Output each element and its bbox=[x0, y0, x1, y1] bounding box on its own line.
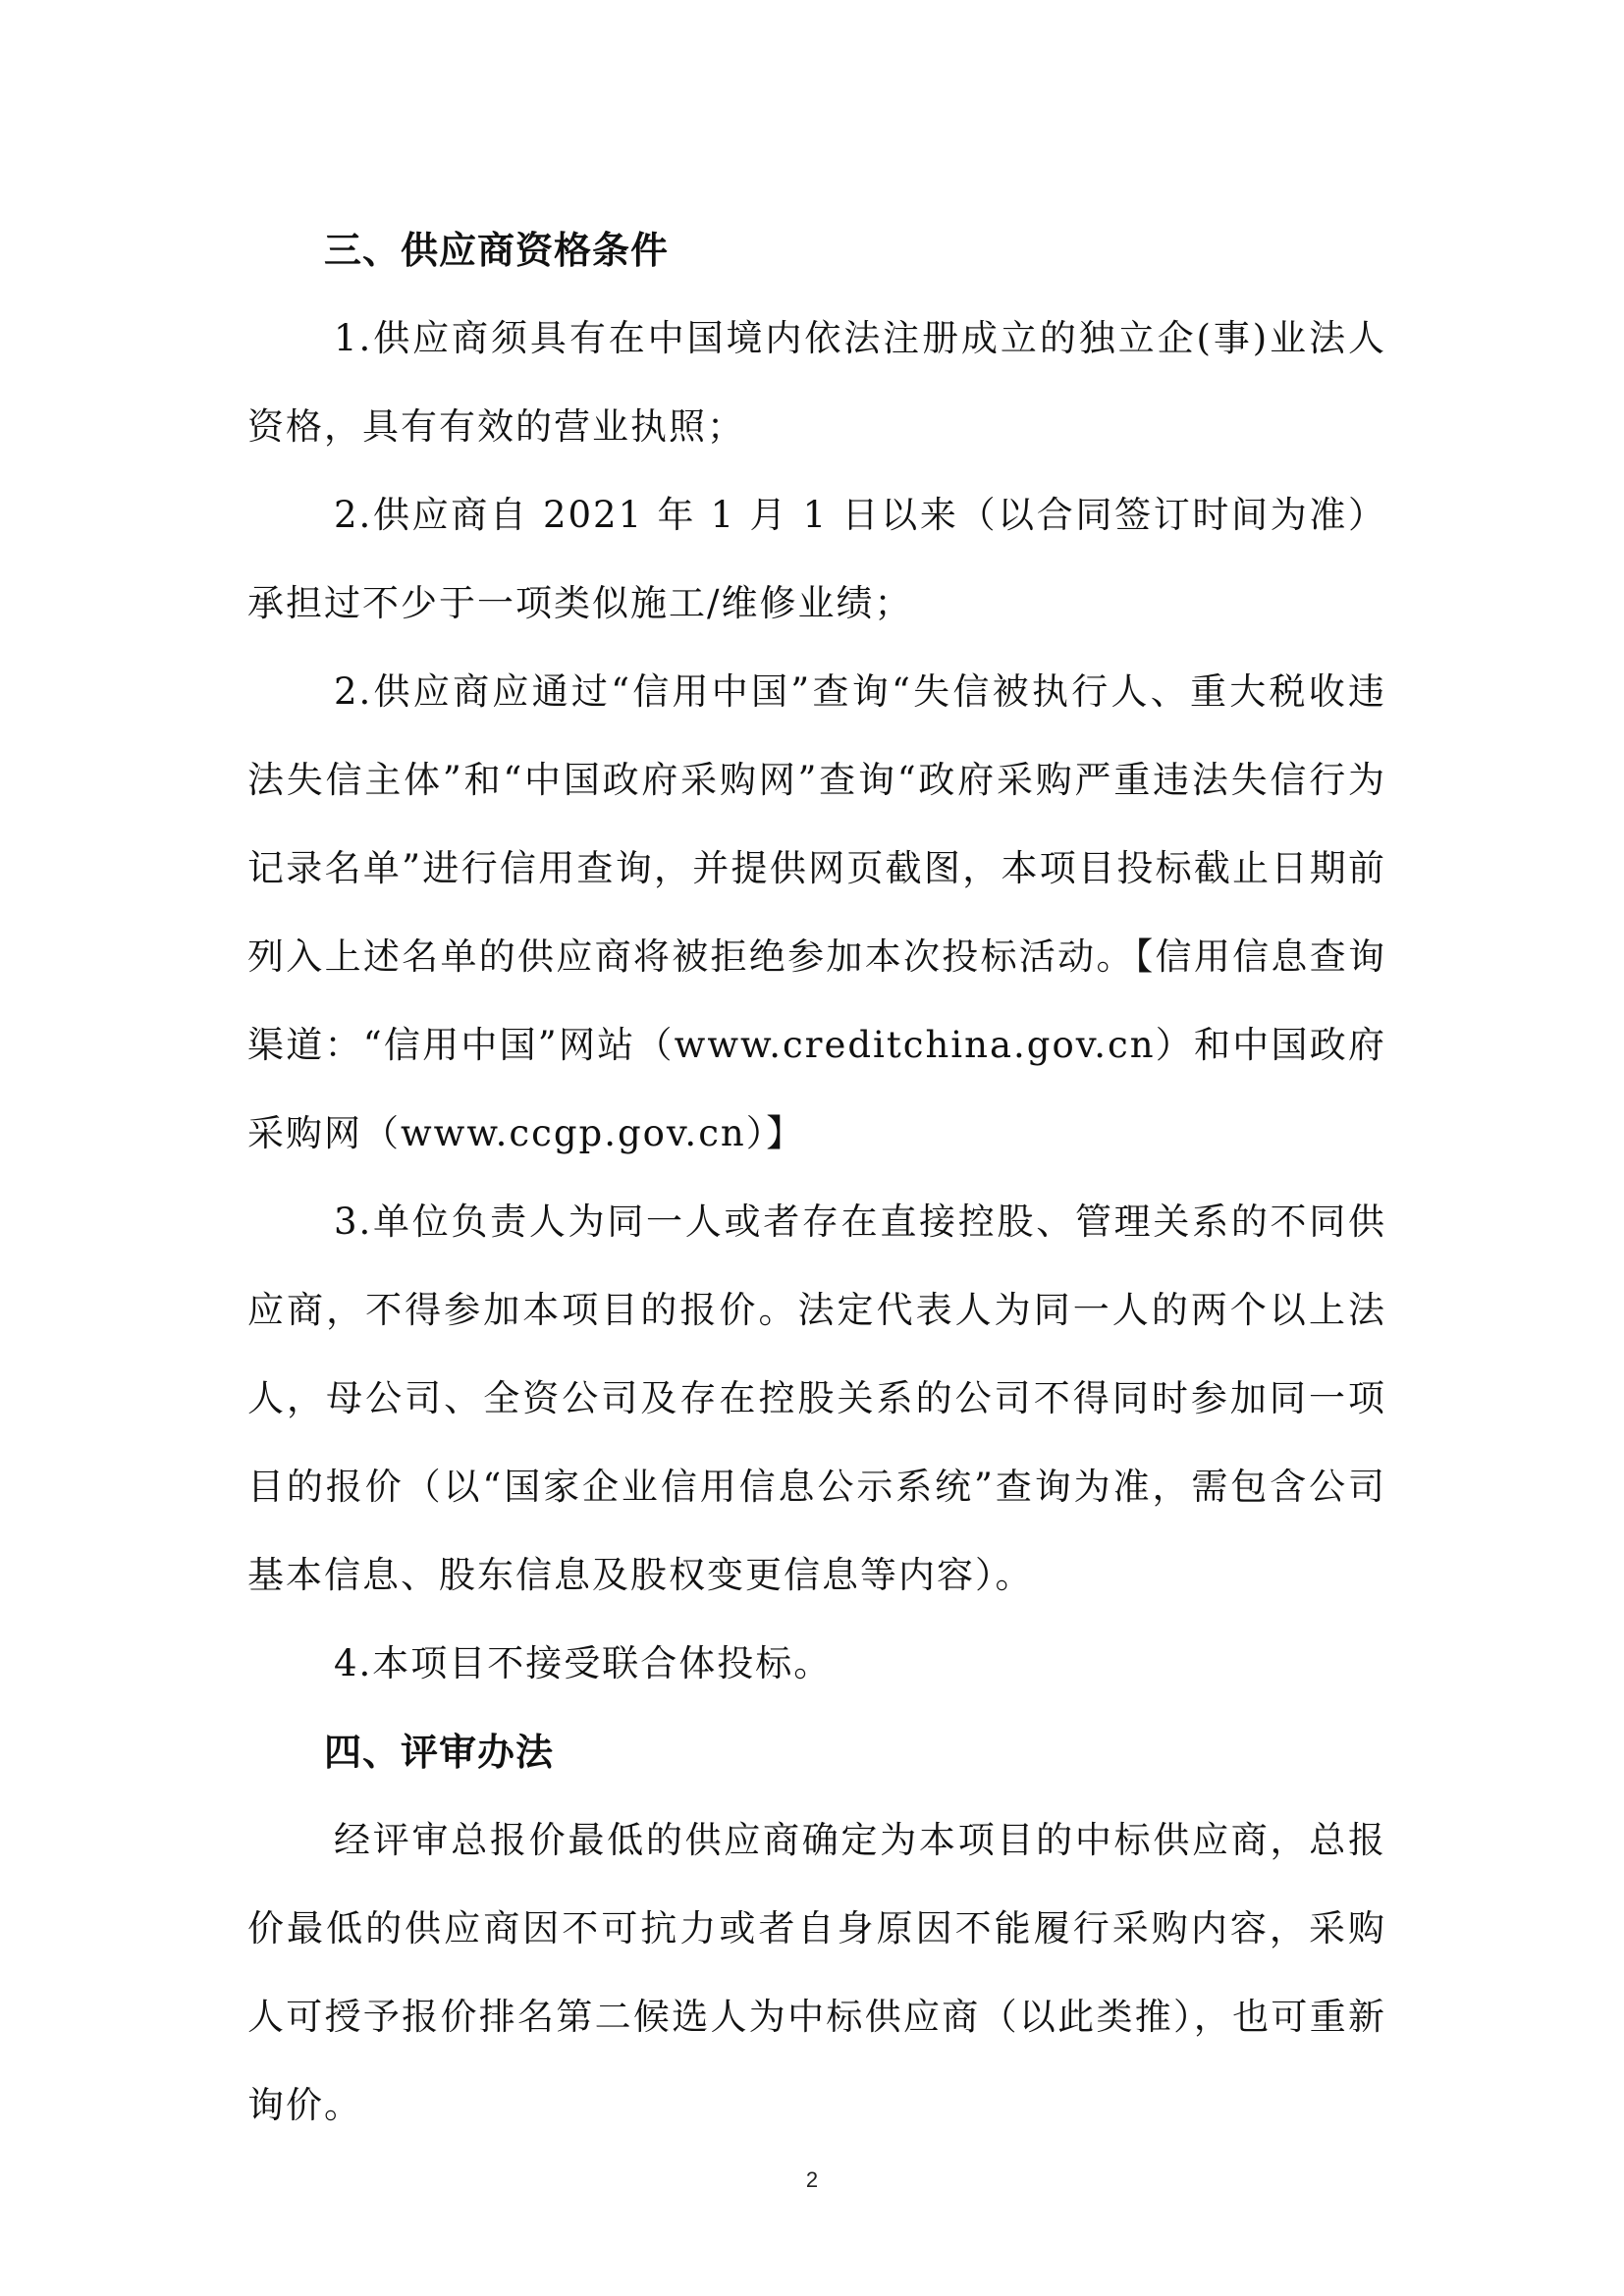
qualification-item-1: 1.供应商须具有在中国境内依法注册成立的独立企(事)业法人资格，具有有效的营业执照； bbox=[247, 317, 1386, 448]
qualification-item-3: 3.单位负责人为同一人或者存在直接控股、管理关系的不同供应商，不得参加本项目的报价。法定代表人为同一人的两个以上法人，母公司、全资公司及存在控股关系的公司不得同时参加同一项目的报价（以“国家企业信用信息公示系统”查询为准，需包含公司基本信息、股东信息及股权变更信息等内容）。 bbox=[247, 1201, 1386, 1596]
page-number: 2 bbox=[805, 2167, 819, 2192]
section-heading-supplier-qualifications: 三、供应商资格条件 bbox=[324, 229, 670, 272]
document-body bbox=[247, 206, 1386, 2150]
evaluation-method-paragraph: 经评审总报价最低的供应商确定为本项目的中标供应商，总报价最低的供应商因不可抗力或者自身原因不能履行采购内容，采购人可授予报价排名第二候选人为中标供应商（以此类推），也可重新询价。 bbox=[247, 1819, 1386, 2126]
qualification-item-2: 2.供应商自 2021 年 1 月 1 日以来（以合同签订时间为准）承担过不少于一项类似施工/维修业绩； bbox=[247, 494, 1386, 624]
section-heading-evaluation-method: 四、评审办法 bbox=[324, 1731, 555, 1774]
qualification-item-4: 4.本项目不接受联合体投标。 bbox=[334, 1642, 833, 1684]
qualification-item-credit-check: 2.供应商应通过“信用中国”查询“失信被执行人、重大税收违法失信主体”和“中国政府采购网”查询“政府采购严重违法失信行为记录名单”进行信用查询，并提供网页截图，本项目投标截止日期前列入上述名单的供应商将被拒绝参加本次投标活动。【信用信息查询渠道：“信用中国”网站（www.creditchina.gov.cn）和中国政府采购网（www.ccgp.gov.cn）】 bbox=[247, 670, 1386, 1154]
